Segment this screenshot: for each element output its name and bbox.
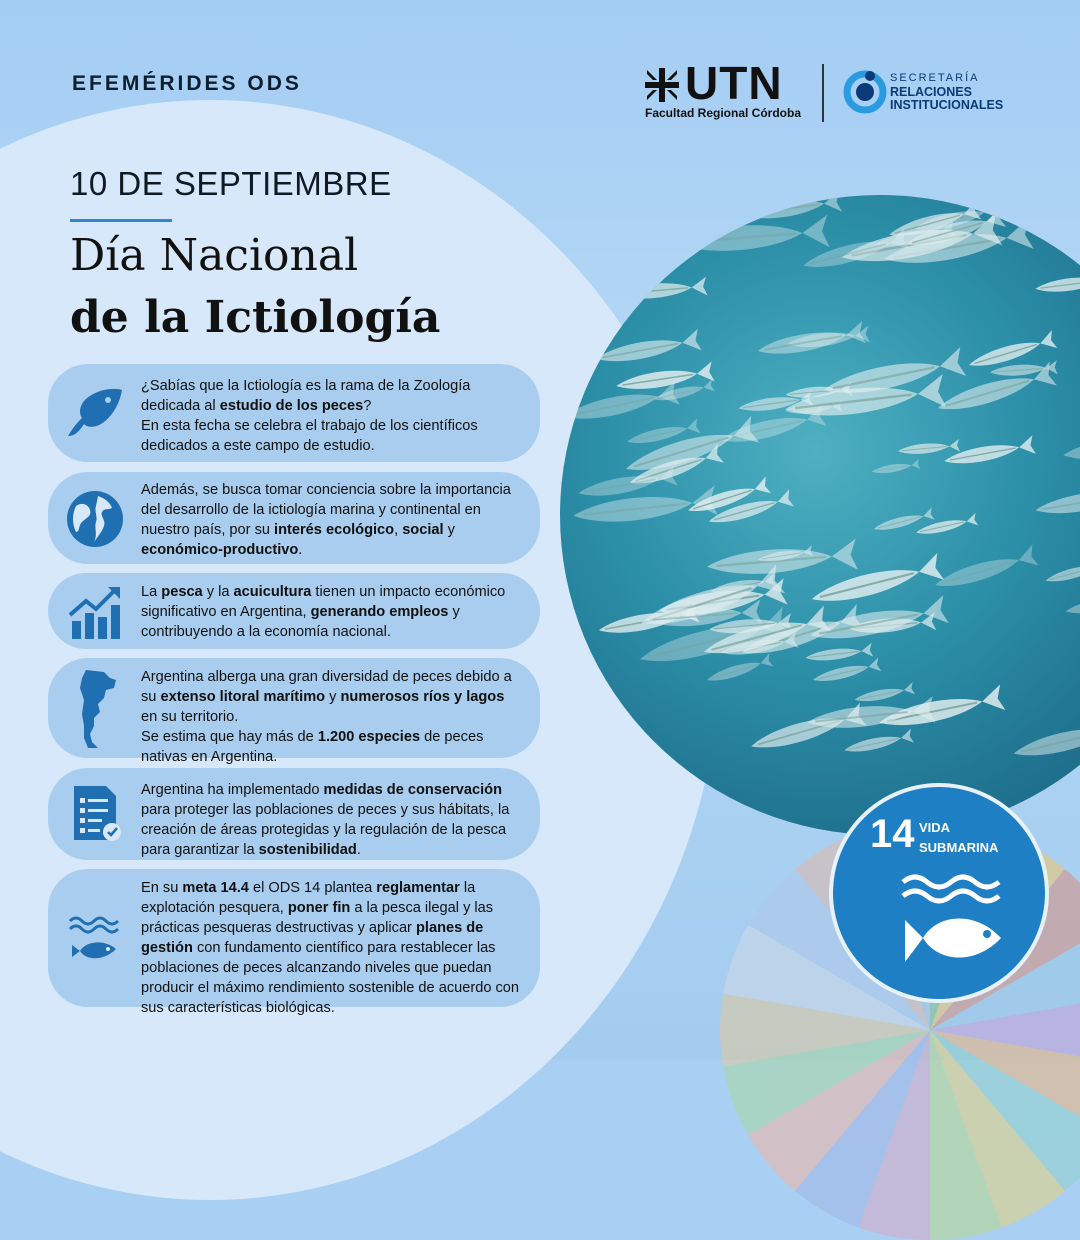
card-text-segment: La <box>141 584 162 600</box>
fish-shape <box>706 539 858 583</box>
info-card-6-text <box>141 878 522 1018</box>
secretaria-line1: SECRETARÍA <box>890 72 980 84</box>
card-text-segment: y <box>443 522 455 538</box>
info-card-3 <box>48 573 540 649</box>
page-title-line2: de la Ictiología <box>70 292 441 343</box>
card-text-segment: reglamentar <box>376 880 460 896</box>
info-card-5-text <box>141 780 522 860</box>
card-text-segment: Argentina alberga una gran diversidad de peces debido a su <box>141 669 512 705</box>
utn-subtitle: Facultad Regional Córdoba <box>645 106 802 120</box>
card-text-segment: 1.200 especies <box>317 729 421 745</box>
info-card-4 <box>48 658 540 765</box>
logo-divider <box>822 64 824 122</box>
fish-school-illustration <box>560 195 1080 835</box>
info-card-2 <box>48 472 540 564</box>
fish-shape <box>1044 558 1080 587</box>
card-text-segment: ¿Sabías que la Ictiología es la rama de la Zoología dedicada al <box>141 378 471 414</box>
card-text-segment: y <box>325 689 341 705</box>
card-text-segment: Argentina ha implementado <box>141 782 324 798</box>
fish-shape <box>1064 590 1080 620</box>
sdg-label-line2: SUBMARINA <box>919 840 999 855</box>
card-text-segment: de peces nativas en Argentina. <box>141 729 484 765</box>
card-text-segment: extenso litoral marítimo <box>160 689 326 705</box>
fish-shape <box>672 215 830 259</box>
sdg-fish-waves-icon <box>895 870 1015 970</box>
card-text-segment: para proteger las poblaciones de peces y sus hábitats, la creación de áreas protegidas y la regulación de la pesca para garantizar la <box>141 802 510 858</box>
card-text-segment: Además, se busca tomar conciencia sobre la importancia del desarrollo de la ictiología marina y continental en nuestro país, por su <box>141 482 511 538</box>
card-text-segment: con fundamento científico para restablecer las poblaciones de peces alcanzando niveles que puedan producir el máximo rendimiento sostenible de acuerdo con sus características biológicas. <box>141 940 520 1016</box>
sdg-label-line1: VIDA <box>919 820 951 835</box>
page-title-line1: Día Nacional <box>70 230 359 281</box>
card-text-segment: social <box>402 522 444 538</box>
card-text-segment: generando empleos <box>310 604 449 620</box>
card-text-segment: numerosos ríos y lagos <box>340 689 505 705</box>
card-text-segment: sostenibilidad <box>258 842 357 858</box>
info-card-5 <box>48 768 540 860</box>
fish-icon <box>64 382 126 444</box>
secretaria-swirl-icon <box>842 68 888 114</box>
utn-name: UTN <box>685 57 783 109</box>
card-text-segment: En su <box>141 880 183 896</box>
fish-shape <box>615 277 708 304</box>
card-text-segment: planes de gestión <box>141 920 484 956</box>
fish-school-photo <box>560 195 1080 835</box>
card-text-segment: interés ecológico <box>274 522 395 538</box>
fish-shape <box>811 657 881 687</box>
fish-shape <box>932 545 1038 596</box>
header-tag: EFEMÉRIDES ODS <box>72 72 302 95</box>
card-text-segment: , <box>394 522 403 538</box>
info-card-1 <box>48 364 540 462</box>
utn-mark-icon <box>645 68 679 102</box>
card-text-segment: pesca <box>161 584 203 600</box>
fish-shape <box>1034 271 1080 297</box>
date-underline <box>70 219 172 222</box>
info-card-1-text <box>141 376 522 456</box>
fish-shape <box>943 435 1036 470</box>
card-text-segment: acuicultura <box>233 584 312 600</box>
card-text-segment: el ODS 14 plantea <box>248 880 377 896</box>
card-text-segment: ? <box>363 398 372 414</box>
event-date: 10 DE SEPTIEMBRE <box>70 165 392 202</box>
card-text-segment: económico-productivo <box>141 542 299 558</box>
fish-shape <box>915 513 979 539</box>
fish-shape <box>740 195 842 225</box>
fish-shape <box>1010 195 1080 230</box>
globe-icon <box>64 488 126 550</box>
secretaria-line3: INSTITUCIONALES <box>890 98 1004 112</box>
fish-shape <box>1034 481 1080 521</box>
fish-shape <box>843 728 914 757</box>
secretaria-logo <box>842 68 1062 118</box>
info-card-2-text <box>141 480 522 560</box>
card-text-segment: meta 14.4 <box>182 880 249 896</box>
card-text-segment: y contribuyendo a la economía nacional. <box>141 604 460 640</box>
fish-shape <box>756 321 866 362</box>
card-text-segment: medidas de conservación <box>323 782 502 798</box>
growth-chart-icon <box>64 581 126 643</box>
fish-shape <box>1061 426 1080 469</box>
fish-shape <box>1011 714 1080 765</box>
fish-shape <box>562 381 680 428</box>
card-text-segment: y la <box>202 584 234 600</box>
fish-shape <box>897 439 960 458</box>
card-text-segment: a la pesca ilegal y las prácticas pesqueras destructivas y aplicar <box>141 900 494 936</box>
info-card-3-text <box>141 582 522 642</box>
card-text-segment: . <box>356 842 361 858</box>
fish-shape <box>594 329 701 370</box>
info-card-6 <box>48 869 540 1016</box>
fish-shape <box>871 459 920 477</box>
card-text-segment: tienen un impacto económico significativo en Argentina, <box>141 584 506 620</box>
card-text-segment: la explotación pesquera, <box>141 880 476 916</box>
card-text-segment: poner fin <box>287 900 351 916</box>
fish-shape <box>615 361 715 396</box>
card-text-segment: en su territorio. <box>141 709 239 725</box>
secretaria-line2: RELACIONES <box>890 85 972 99</box>
card-text-segment: estudio de los peces <box>219 398 364 414</box>
fish-waves-icon <box>64 909 126 971</box>
card-text-segment: En esta fecha se celebra el trabajo de los científicos dedicados a este campo de estudio. <box>141 418 478 454</box>
fish-shape <box>853 682 915 706</box>
argentina-map-icon <box>64 668 126 750</box>
utn-logo <box>645 57 805 126</box>
fish-shape <box>808 553 944 613</box>
info-card-4-text <box>141 667 522 767</box>
checklist-document-icon <box>64 782 126 844</box>
card-text-segment: . <box>298 542 303 558</box>
fish-shape <box>805 643 874 665</box>
fish-shape <box>705 653 774 687</box>
card-text-segment: Se estima que hay más de <box>141 729 318 745</box>
sdg-number: 14 <box>870 812 915 856</box>
